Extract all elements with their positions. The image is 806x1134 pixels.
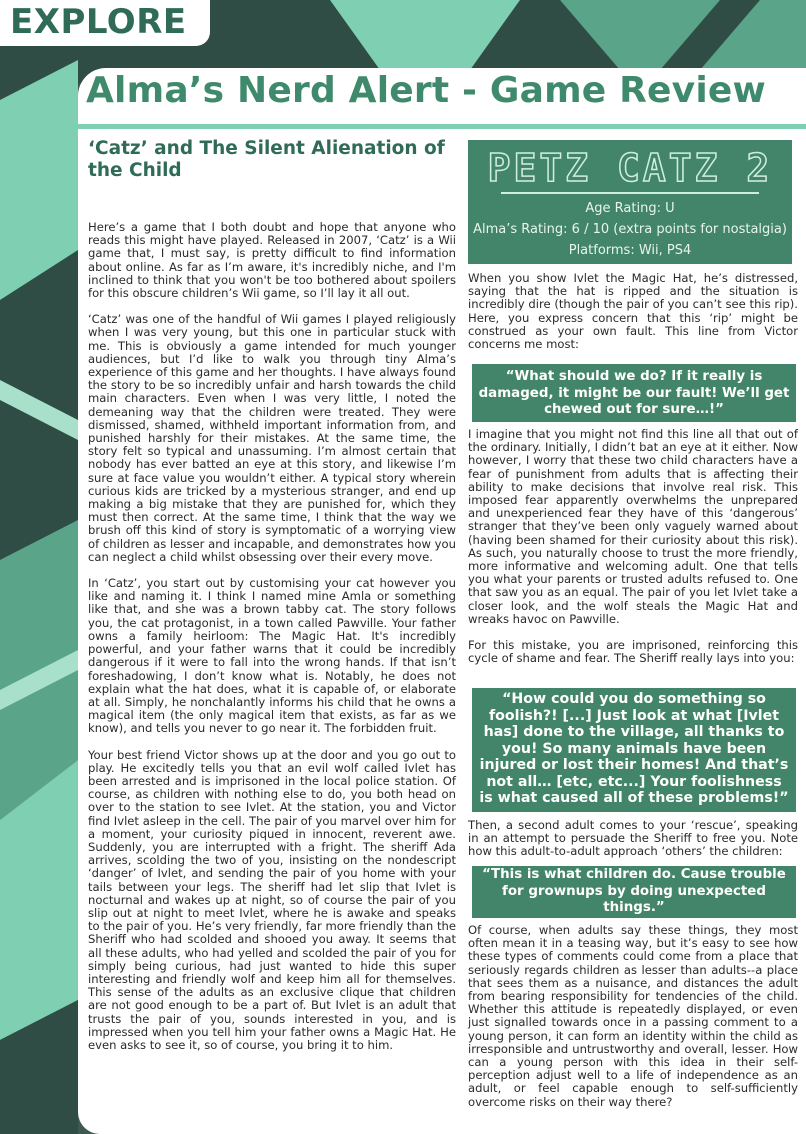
pull-quote-1 [472,364,796,422]
paragraph: Of course, when adults say these things, they most often mean it in a teasing way, but it’s easy to see how these types of comments could come from a place that seriously regards children as lesser than adults--a place that sees them as a nuisance, and distances the adult from bearing responsibility for tendencies of the child. Whether this attitude is repeatedly displayed, or even just signalled towards once in a passing comment to a young person, it can form an identity within the child as irresponsible and untrustworthy and overall, lesser. How can a young person with this idea in their self-perception adjust well to a life of independence as an adult, or feel capable enough to self-sufficiently overcome risks on their way there? [468,923,798,1109]
alma-rating: Alma’s Rating: 6 / 10 (extra points for nostalgia) [473,222,787,237]
pull-quote-2 [472,688,796,812]
right-paragraph-5 [468,924,798,1109]
age-rating: Age Rating: U [585,201,675,216]
game-name: PETZ CATZ 2 [487,146,773,190]
paragraph: Here’s a game that I both doubt and hope that anyone who reads this might have played. Released in 2007, ‘Catz’ is a Wii game that, I must say, is pretty difficult to find information about online. As far as I’m aware, it's incredibly niche, and I'm inclined to think that you won't be too bothered about spoilers for this obscure children’s Wii game, so I’ll lay it all out. [88,220,456,301]
section-label: EXPLORE [10,2,187,42]
article-title: ‘Catz’ and The Silent Alienation of the Child [88,138,445,181]
right-paragraph-4 [468,819,798,859]
platforms: Platforms: Wii, PS4 [568,243,692,258]
paragraph: For this mistake, you are imprisoned, reinforcing this cycle of shame and fear. The Sheriff really lays into you: [468,638,798,666]
paragraph: In ‘Catz’, you start out by customising your cat however you like and naming it. I think I named mine Amla or something like that, and she was a brown tabby cat. The story follows you, the cat protagonist, in a town called Pawville. Your father owns a family heirloom: The Magic Hat. It's incredibly powerful, and your father warns that it could be incredibly dangerous if it were to fall into the wrong hands. If that isn’t foreshadowing, I don’t know what is. Notably, he does not explain what the hat does, what it is capable of, or elaborate at all. Simply, he nonchalantly informs his child that he owns a magical item (the only magical item that exists, as far as we know), and tells you never to go near it. The forbidden fruit. [88,576,456,736]
left-column [88,221,456,1065]
paragraph: I imagine that you might not find this line all that out of the ordinary. Initially, I didn’t bat an eye at it either. Now however, I worry that these two child characters have a fear of punishment from adults that is affecting their ability to make decisions that involve real risk. This imposed fear apparently overwhelms the unprepared and unexperienced fear they have of this ‘dangerous’ stranger that they’ve been only vaguely warned about (having been shamed for their curiosity about this risk). As such, you naturally choose to trust the more friendly, more informative and welcoming adult. One that tells you what your parents or trusted adults refused to. One that saw you as an equal. The pair of you let Ivlet take a closer look, and the wolf steals the Magic Hat and wreaks havoc on Pawville. [468,427,798,626]
paragraph: When you show Ivlet the Magic Hat, he’s distressed, saying that the hat is ripped and the situation is incredibly dire (though the pair of you can’t see this rip). Here, you express concern that this ‘rip’ might be construed as your own fault. This line from Victor concerns me most: [468,271,798,352]
paragraph: Your best friend Victor shows up at the door and you go out to play. He excitedly tells you that an evil wolf called Ivlet has been arrested and is imprisoned in the local police station. Of course, as children with nothing else to do, you both head on over to the station to see Ivlet. At the station, you and Victor find Ivlet asleep in the cell. The pair of you marvel over him for a moment, your curiosity piqued in innocent, reverent awe. Suddenly, you are interrupted with a fright. The sheriff Ada arrives, scolding the two of you, insisting on the nondescript ‘danger’ of Ivlet, and sending the pair of you home with your tails between your legs. The sheriff had let slip that Ivlet is nocturnal and wakes up at night, so of course the pair of you slip out at night to meet Ivlet, where he is awake and speaks to the pair of you. He’s very friendly, far more friendly than the Sheriff who had scolded and shooed you away. It seems that all these adults, who had yelled and scolded the pair of you for simply being curious, had just wanted to hide this super interesting and friendly wolf and keep him all for themselves. This sense of the adults as an exclusive clique that children are not good enough to be a part of. But Ivlet is an adult that trusts the pair of you, sounds interested in you, and is impressed when you tell him your father owns a Magic Hat. He even asks to see it, so of course, you bring it to him. [88,747,456,1052]
game-name-underline [501,192,759,194]
title-divider [78,124,806,129]
right-paragraph-2 [468,428,798,665]
paragraph: ‘Catz’ was one of the handful of Wii games I played religiously when I was very young, but this one in particular stuck with me. This is obviously a game intended for much younger audiences, but I’d like to walk you through tiny Alma’s experience of this game and her thoughts. I have always found the story to be so incredibly unfair and harsh towards the child main characters. Even when I was very little, I noted the demeaning way that the children were treated. They were dismissed, shamed, withheld important information from, and punished harshly for their mistakes. At the same time, the story felt so typical and unassuming. I’m almost certain that nobody has ever batted an eye at this story, and likewise I’m sure at face value you wouldn’t either. A typical story wherein curious kids are tricked by a mysterious stranger, and end up making a big mistake that they are punished for, which they must then correct. At the same time, I think that the way we brush off this kind of story is symptomatic of a worrying view of children as lesser and incapable, and demonstrates how you can neglect a child whilst obsessing over their every move. [88,312,456,564]
pull-quote-3 [472,866,796,918]
section-tab [0,0,210,46]
quote-text: “What should we do? If it really is damaged, it might be our fault! We’ll get chewed out for sure…!” [478,369,790,417]
quote-text: “This is what children do. Cause trouble for grownups by doing unexpected things.” [482,867,786,915]
page-title: Alma’s Nerd Alert - Game Review [86,70,766,111]
game-info-box [468,140,792,264]
paragraph: Then, a second adult comes to your ‘rescue’, speaking in an attempt to persuade the Sheriff to free you. Note how this adult-to-adult approach ‘others’ the children: [468,818,798,859]
right-paragraph-1 [468,272,798,351]
quote-text: “How could you do something so foolish?! [...] Just look at what [Ivlet has] done to the village, all thanks to you! So many animals have been injured or lost their homes! And that’s not all… [etc, etc...] Your foolishness is what caused all of these problems!” [479,691,789,806]
